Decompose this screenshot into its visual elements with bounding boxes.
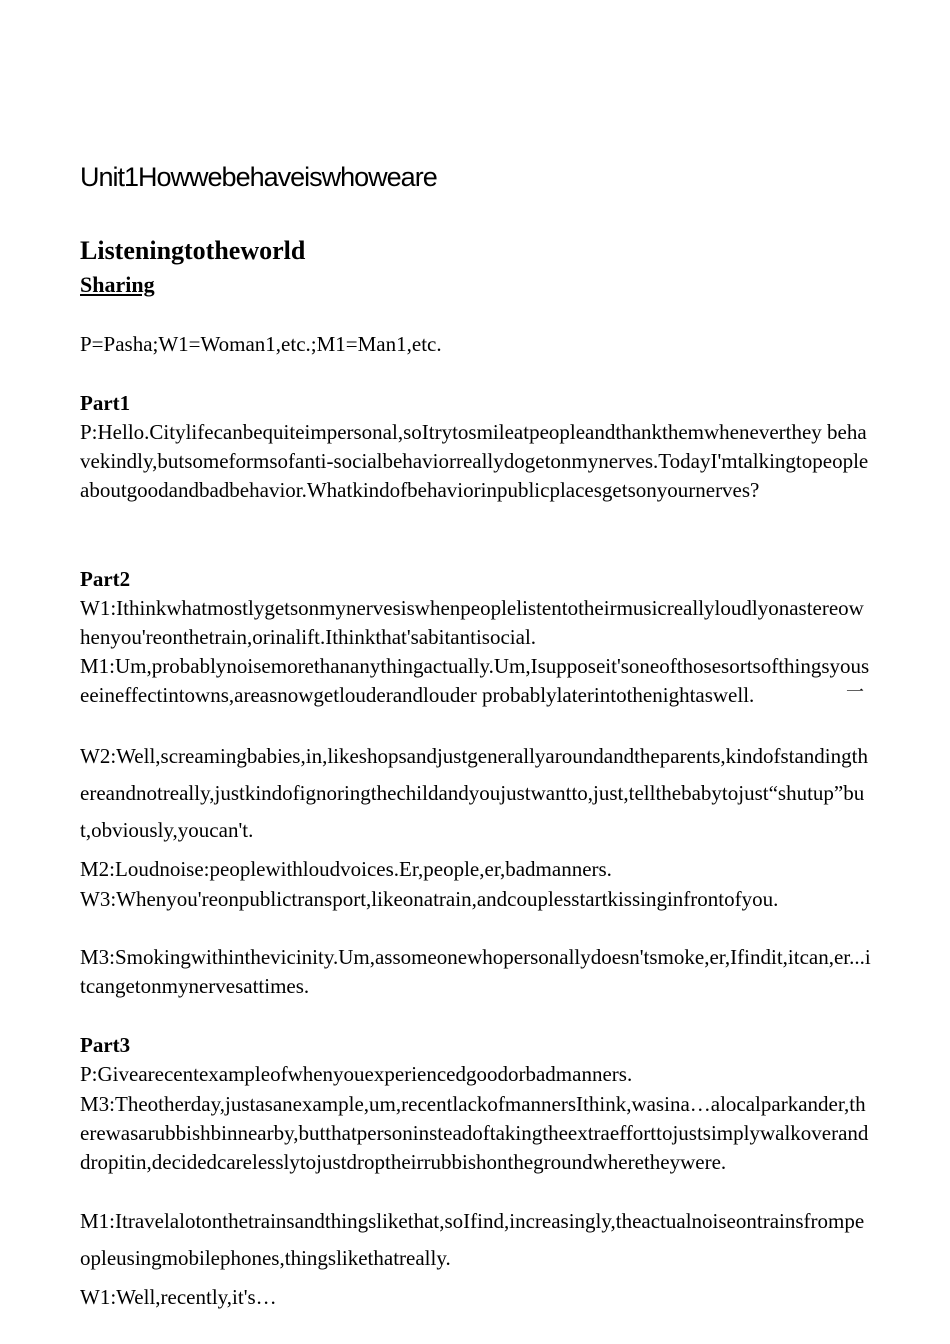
part-3-p-paragraph: P:Givearecentexampleofwhenyouexperiencedgoodorbadmanners.	[80, 1062, 633, 1086]
subsection-title: Sharing	[80, 272, 155, 297]
part-3-w1-paragraph: W1:Well,recently,it's…	[80, 1285, 277, 1309]
part-2-w1-paragraph: W1:Ithinkwhatmostlygetsonmynervesiswhenpeoplelistentotheirmusicreallyloudlyonastereowhenyou'reonthetrain,orinalift.Ithinkthat'sabitantisocial.	[80, 596, 864, 649]
unit-title: Unit1Howwebehaveiswhoweare	[80, 162, 437, 192]
part-3-heading: Part3	[80, 1033, 131, 1057]
part-2-m1-paragraph: M1:Um,probablynoisemorethananythingactually.Um,Isupposeit'soneofthosesortsofthingsyouseeineffectintowns,areasnowgetlouderandlouder probablylaterintothenightaswell.	[80, 654, 870, 707]
margin-mark: 一	[846, 682, 864, 702]
part-2-m2-paragraph: M2:Loudnoise:peoplewithloudvoices.Er,people,er,badmanners.	[80, 857, 612, 881]
part-2-w2-paragraph: W2:Well,screamingbabies,in,likeshopsandjustgenerallyaroundandtheparents,kindofstandingthereandnotreally,justkindofignoringthechildandyoujustwantto,just,tellthebabytojust“shutup”but,obviously,youcan't.	[80, 744, 868, 842]
part-3-m1-paragraph: M1:Itravelalotonthetrainsandthingslikethat,soIfind,increasingly,theactualnoiseontrainsfrompeopleusingmobilephones,thingslikethatreally.	[80, 1209, 865, 1270]
section-title: Listeningtotheworld	[80, 236, 306, 265]
part-2-m3-paragraph: M3:Smokingwithinthevicinity.Um,assomeonewhopersonallydoesn'tsmoke,er,Ifindit,itcan,er...itcangetonmynervesattimes.	[80, 945, 871, 998]
part-3-m3-paragraph: M3:Theotherday,justasanexample,um,recentlackofmannersIthink,wasina…alocalparkander,therewasarubbishbinnearby,butthatpersoninsteadoftakingtheextraefforttojustsimplywalkoveranddropitin,decidedcarelesslytojustdroptheirrubbishonthegroundwheretheywere.	[80, 1092, 869, 1174]
part-1-paragraph: P:Hello.Citylifecanbequiteimpersonal,soItrytosmileatpeopleandthankthemwheneverthey behavekindly,butsomeformsofanti-socialbehaviorreallydogetonmynerves.TodayI'mtalkingtopeopleaboutgoodandbadbehavior.Whatkindofbehaviorinpublicplacesgetsonyournerves?	[80, 420, 869, 502]
part-2-w3-paragraph: W3:Whenyou'reonpublictransport,likeonatrain,andcouplesstartkissinginfrontofyou.	[80, 887, 779, 911]
part-2-heading: Part2	[80, 567, 131, 591]
speaker-key: P=Pasha;W1=Woman1,etc.;M1=Man1,etc.	[80, 332, 442, 356]
part-1-heading: Part1	[80, 391, 131, 415]
